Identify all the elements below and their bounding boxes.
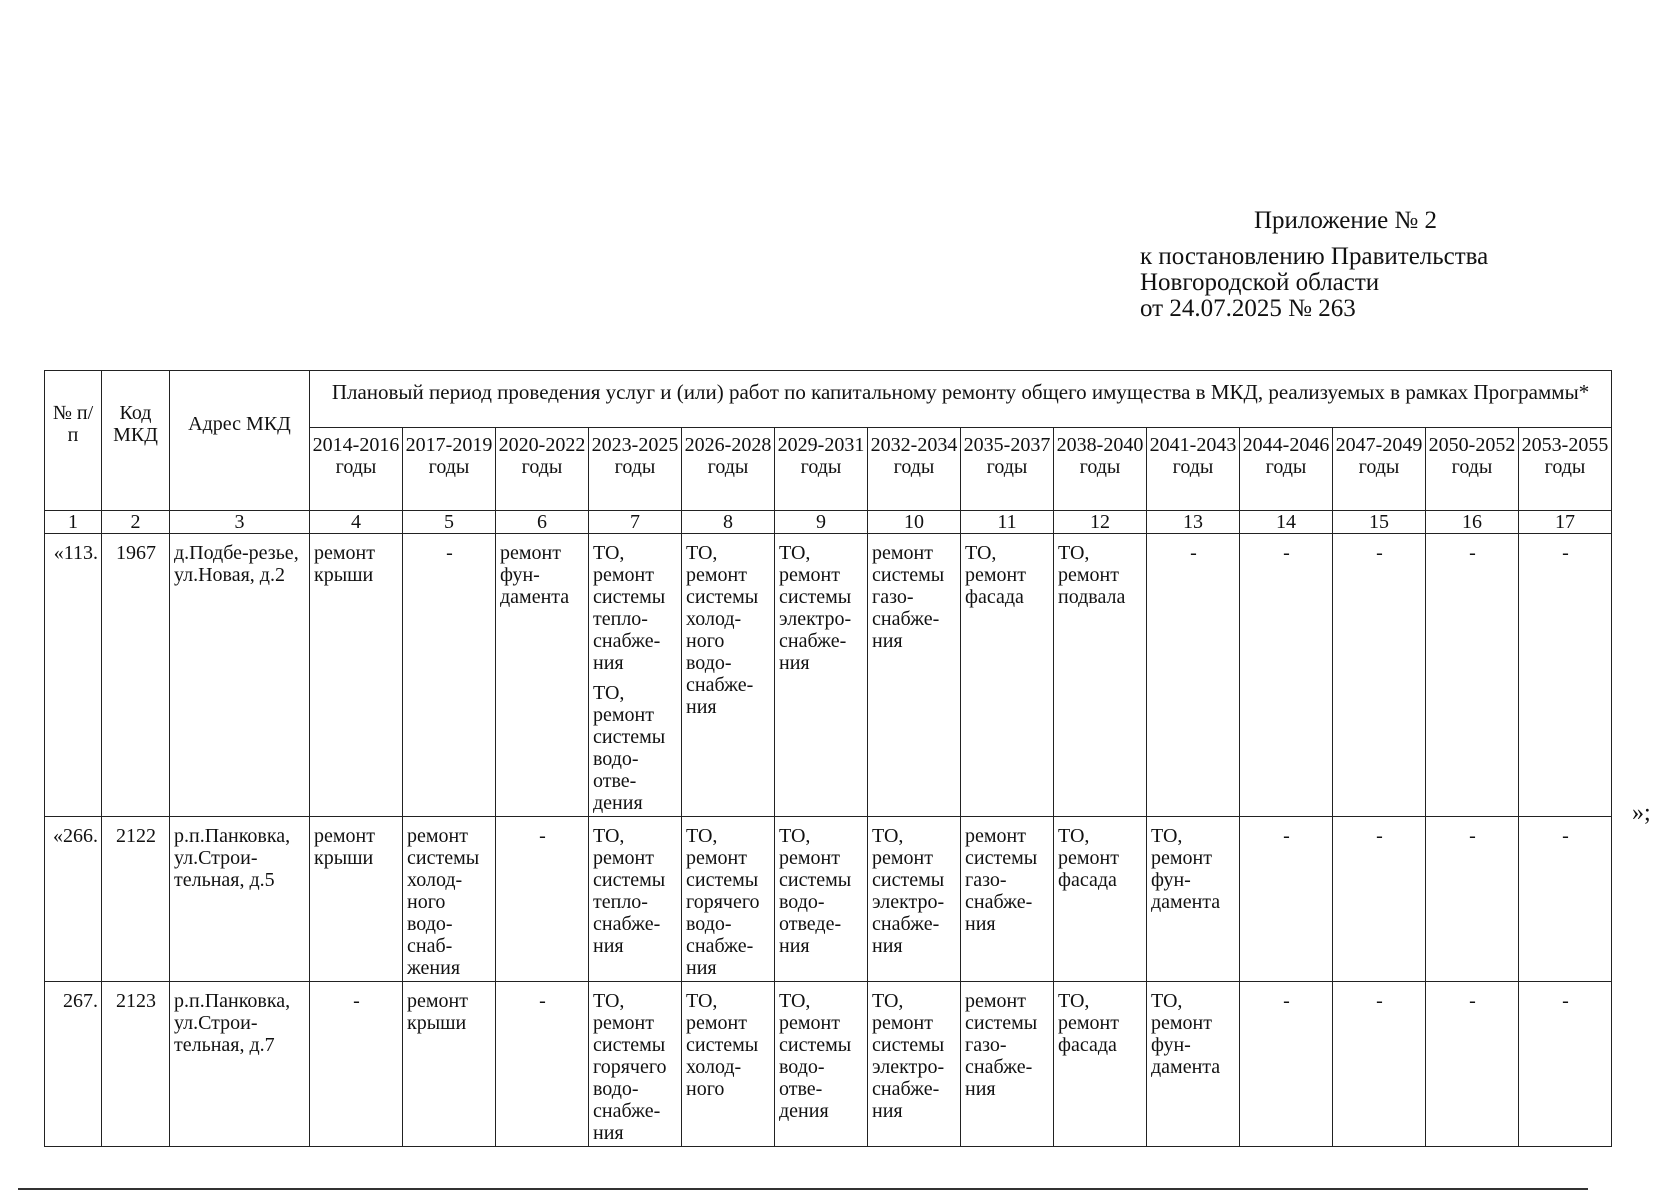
work-cell [868, 817, 961, 982]
work-cell [403, 534, 496, 817]
work-item: ТО, ремонт системы водо-отве-дения [779, 990, 852, 1122]
work-item: - [1376, 542, 1383, 564]
work-cell [682, 982, 775, 1147]
column-number: 7 [589, 511, 682, 534]
work-cell [682, 817, 775, 982]
mkd-address: р.п.Панковка, ул.Строи-тельная, д.5 [170, 817, 310, 982]
work-item: - [1190, 542, 1197, 564]
work-cell [775, 982, 868, 1147]
work-item: - [1376, 990, 1383, 1012]
work-item: ТО, ремонт системы горячего водо-снабже-ния [686, 825, 760, 979]
work-item: ТО, ремонт системы электро-снабже-ния [872, 825, 945, 957]
period-header: 2014-2016 годы [310, 428, 403, 511]
period-header: 2026-2028 годы [682, 428, 775, 511]
work-cell [1426, 817, 1519, 982]
period-header: 2041-2043 годы [1147, 428, 1240, 511]
work-cell [310, 982, 403, 1147]
work-item: - [1376, 825, 1383, 847]
work-item: ремонт системы газо-снабже-ния [965, 990, 1038, 1100]
work-cell [1333, 534, 1426, 817]
work-cell [496, 817, 589, 982]
work-cell [1519, 817, 1612, 982]
work-cell [1333, 982, 1426, 1147]
work-item: ремонт крыши [407, 990, 468, 1034]
column-number: 17 [1519, 511, 1612, 534]
column-number: 14 [1240, 511, 1333, 534]
mkd-address: д.Подбе-резье, ул.Новая, д.2 [170, 534, 310, 817]
period-header: 2038-2040 годы [1054, 428, 1147, 511]
work-item: - [1283, 825, 1290, 847]
work-item: ТО, ремонт фун-дамента [1151, 825, 1221, 913]
column-number: 13 [1147, 511, 1240, 534]
work-cell [310, 534, 403, 817]
column-number: 3 [170, 511, 310, 534]
table-row [45, 817, 1612, 982]
work-cell [1054, 817, 1147, 982]
work-cell [1054, 982, 1147, 1147]
work-cell [1147, 534, 1240, 817]
work-item: ТО, ремонт фасада [965, 542, 1026, 608]
column-number: 5 [403, 511, 496, 534]
work-cell [496, 534, 589, 817]
work-item: - [446, 542, 453, 564]
work-item: ремонт системы газо-снабже-ния [872, 542, 945, 652]
work-cell [1426, 534, 1519, 817]
header-address: Адрес МКД [170, 371, 310, 511]
appendix-line-2: Новгородской области [1140, 269, 1380, 296]
work-cell [1426, 982, 1519, 1147]
work-cell [961, 534, 1054, 817]
work-item: - [1469, 542, 1476, 564]
work-cell [589, 817, 682, 982]
work-item: - [1283, 990, 1290, 1012]
work-item: ТО, ремонт системы электро-снабже-ния [779, 542, 852, 674]
work-item: ремонт крыши [314, 542, 375, 586]
header-code: Код МКД [102, 371, 170, 511]
work-item: ТО, ремонт системы водо-отведе-ния [779, 825, 852, 957]
work-cell [1147, 817, 1240, 982]
work-item: ТО, ремонт системы холод-ного водо-снабже-ния [686, 542, 759, 718]
column-number: 2 [102, 511, 170, 534]
work-cell [310, 817, 403, 982]
work-cell [589, 982, 682, 1147]
work-item: - [1469, 825, 1476, 847]
work-item: - [1562, 990, 1569, 1012]
work-cell [868, 982, 961, 1147]
work-cell [1519, 982, 1612, 1147]
column-number: 6 [496, 511, 589, 534]
table-body [45, 534, 1612, 1147]
work-item: - [539, 990, 546, 1012]
column-number: 9 [775, 511, 868, 534]
mkd-code: 2123 [102, 982, 170, 1147]
mkd-code: 1967 [102, 534, 170, 817]
work-cell [1333, 817, 1426, 982]
work-item: ремонт системы холод-ного водо-снаб-жения [407, 825, 480, 979]
period-header: 2032-2034 годы [868, 428, 961, 511]
work-cell [961, 982, 1054, 1147]
work-cell [1240, 817, 1333, 982]
row-number: «266. [45, 817, 102, 982]
column-number: 12 [1054, 511, 1147, 534]
work-item: ТО, ремонт системы водо-отве-дения [593, 682, 666, 814]
work-cell [1519, 534, 1612, 817]
work-cell [403, 817, 496, 982]
work-cell [1054, 534, 1147, 817]
work-item: ТО, ремонт системы горячего водо-снабже-ния [593, 990, 667, 1144]
work-cell [868, 534, 961, 817]
header-num: № п/п [45, 371, 102, 511]
column-number: 1 [45, 511, 102, 534]
row-number: 267. [45, 982, 102, 1147]
work-item: ТО, ремонт системы электро-снабже-ния [872, 990, 945, 1122]
period-header: 2053-2055 годы [1519, 428, 1612, 511]
column-number: 10 [868, 511, 961, 534]
work-cell [1240, 534, 1333, 817]
period-header: 2047-2049 годы [1333, 428, 1426, 511]
row-number: «113. [45, 534, 102, 817]
period-header: 2020-2022 годы [496, 428, 589, 511]
mkd-address: р.п.Панковка, ул.Строи-тельная, д.7 [170, 982, 310, 1147]
period-header: 2029-2031 годы [775, 428, 868, 511]
work-item: - [539, 825, 546, 847]
work-item: ремонт системы газо-снабже-ния [965, 825, 1038, 935]
work-item: ТО, ремонт системы тепло-снабже-ния [593, 825, 666, 957]
appendix-title: Приложение № 2 [1254, 207, 1438, 234]
column-number: 15 [1333, 511, 1426, 534]
work-item: ТО, ремонт фасада [1058, 990, 1119, 1056]
period-header: 2017-2019 годы [403, 428, 496, 511]
appendix-header [1140, 208, 1600, 322]
work-item: - [353, 990, 360, 1012]
work-item: ТО, ремонт системы холод-ного [686, 990, 759, 1100]
work-item: ТО, ремонт фасада [1058, 825, 1119, 891]
work-item: ТО, ремонт фун-дамента [1151, 990, 1221, 1078]
work-item: ТО, ремонт подвала [1058, 542, 1126, 608]
period-header: 2044-2046 годы [1240, 428, 1333, 511]
column-number: 8 [682, 511, 775, 534]
capital-repair-table [44, 370, 1612, 1147]
table-row [45, 534, 1612, 817]
work-cell [1147, 982, 1240, 1147]
table-row [45, 982, 1612, 1147]
work-item: - [1469, 990, 1476, 1012]
mkd-code: 2122 [102, 817, 170, 982]
work-cell [682, 534, 775, 817]
appendix-line-1: к постановлению Правительства [1140, 243, 1489, 270]
work-cell [775, 817, 868, 982]
header-period-group: Плановый период проведения услуг и (или) работ по капитальному ремонту общего имущества в МКД, реализуемых в рамках Программы* [310, 371, 1612, 428]
period-header: 2023-2025 годы [589, 428, 682, 511]
period-header: 2050-2052 годы [1426, 428, 1519, 511]
work-item: - [1562, 825, 1569, 847]
work-cell [775, 534, 868, 817]
work-cell [589, 534, 682, 817]
work-cell [1240, 982, 1333, 1147]
column-number: 11 [961, 511, 1054, 534]
work-item: ТО, ремонт системы тепло-снабже-ния [593, 542, 666, 674]
column-number: 16 [1426, 511, 1519, 534]
period-header: 2035-2037 годы [961, 428, 1054, 511]
column-number-row [45, 511, 1612, 534]
footer-rule [18, 1188, 1588, 1190]
work-item: ремонт крыши [314, 825, 375, 869]
work-item: - [1283, 542, 1290, 564]
work-cell [403, 982, 496, 1147]
appendix-line-3: от 24.07.2025 № 263 [1140, 295, 1356, 322]
work-cell [496, 982, 589, 1147]
work-item: ремонт фун-дамента [500, 542, 570, 608]
work-item: - [1562, 542, 1569, 564]
work-cell [961, 817, 1054, 982]
closing-quote: »; [1632, 800, 1651, 826]
column-number: 4 [310, 511, 403, 534]
